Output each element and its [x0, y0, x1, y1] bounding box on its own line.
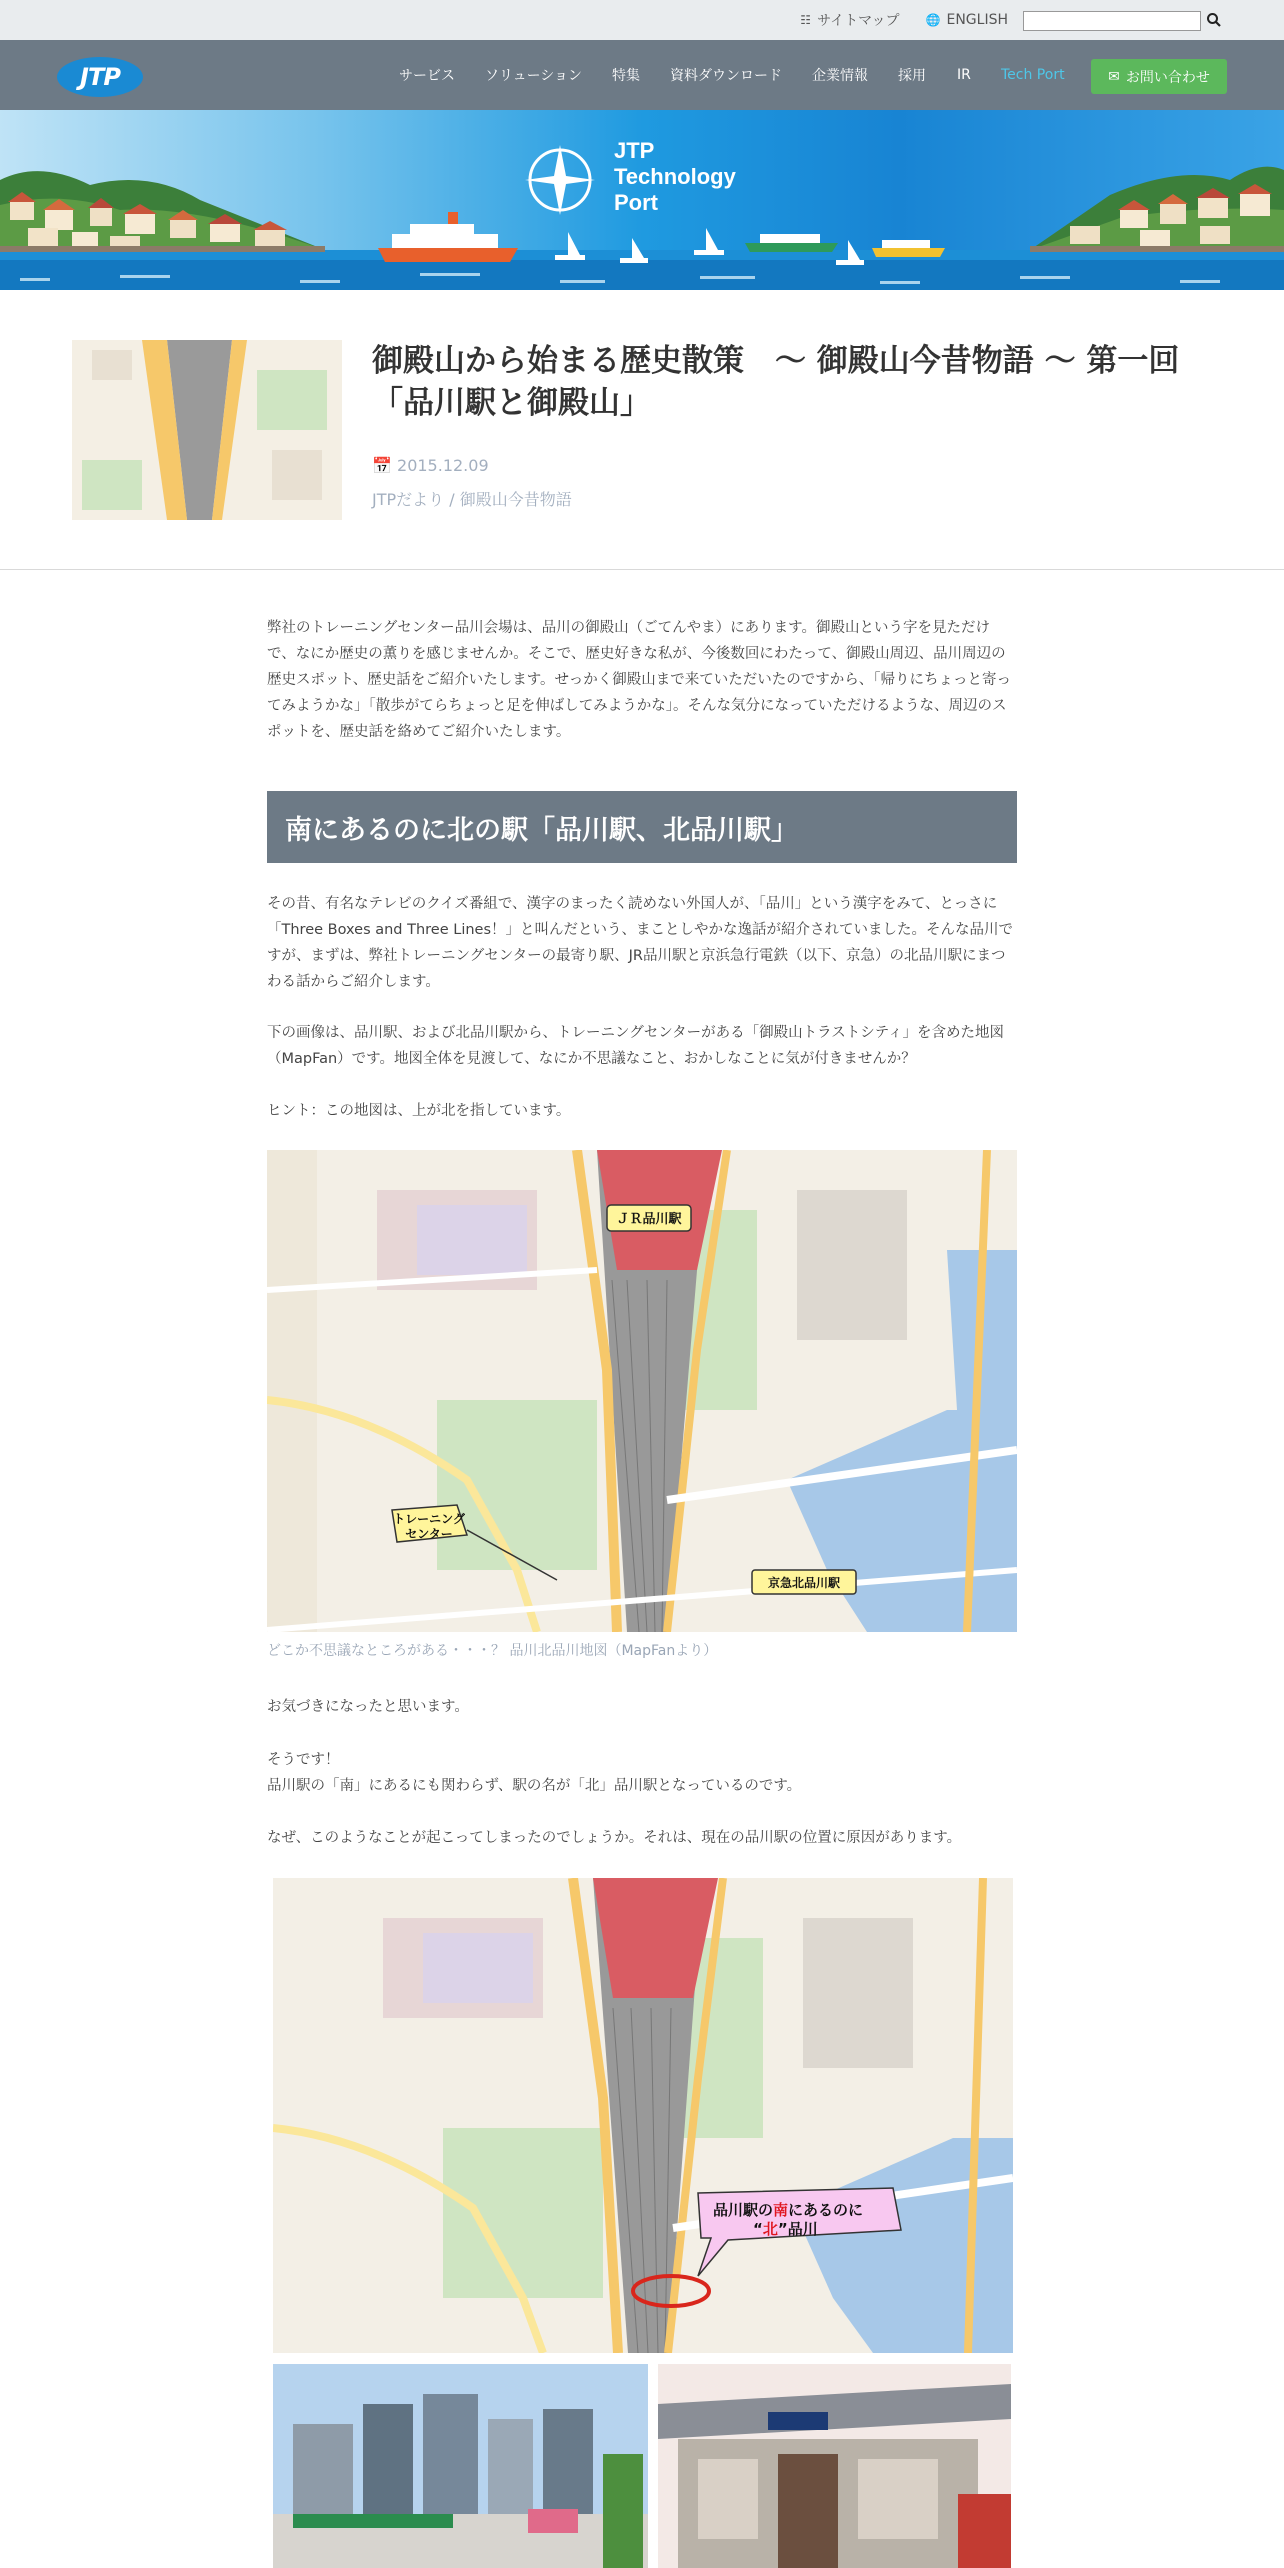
- sitemap-icon: ☷: [800, 13, 812, 27]
- banner-title-line2: Technology: [614, 164, 736, 189]
- nav-item-ir[interactable]: IR: [957, 67, 971, 83]
- svg-text:品川駅の南にあるのに: 品川駅の南にあるのに: [713, 2201, 864, 2219]
- svg-text:“北”品川: “北”品川: [753, 2220, 818, 2238]
- shinagawa-map-annotated: [273, 1878, 1013, 2353]
- hint-paragraph: ヒント：この地図は、上が北を指しています。: [267, 1103, 571, 1119]
- post-date: 📅 2015.12.09: [372, 456, 489, 475]
- map-caption: どこか不思議なところがある・・・？ 品川北品川地図（MapFanより）: [267, 1643, 718, 1659]
- paragraph-2: 下の画像は、品川駅、および北品川駅から、トレーニングセンターがある「御殿山トラストシティ」を含めた地図（MapFan）です。地図全体を見渡して、なにか不思議なこと、おかしなことに気が付きませんか？: [267, 1025, 1005, 1067]
- paragraph-4b: 品川駅の「南」にあるにも関わらず、駅の名が「北」品川駅となっているのです。: [267, 1778, 802, 1794]
- harbor-illustration: [0, 110, 1284, 290]
- nav-item-download[interactable]: 資料ダウンロード: [670, 68, 782, 84]
- banner-title-line3: Port: [614, 190, 658, 215]
- nav-item-service[interactable]: サービス: [399, 68, 455, 84]
- kitashinagawa-station-photo: [658, 2364, 1011, 2568]
- shinagawa-map: [267, 1150, 1017, 1632]
- tech-port-banner: [0, 110, 1284, 290]
- jtp-logo[interactable]: JTP: [57, 57, 143, 97]
- utility-links: [800, 10, 1008, 30]
- sitemap-link[interactable]: ☷ サイトマップ: [800, 13, 900, 29]
- post-thumbnail[interactable]: [72, 340, 342, 520]
- envelope-icon: ✉: [1108, 68, 1120, 85]
- search-icon[interactable]: [1206, 12, 1222, 28]
- globe-icon: 🌐: [925, 13, 941, 27]
- paragraph-4a: そうです！: [267, 1752, 340, 1768]
- contact-button[interactable]: ✉ お問い合わせ: [1091, 59, 1227, 94]
- intro-paragraph: 弊社のトレーニングセンター品川会場は、品川の御殿山（ごてんやま）にあります。御殿山という字を見ただけで、なにか歴史の薫りを感じませんか。そこで、歴史好きな私が、今後数回にわたって、御殿山周辺、品川周辺の歴史スポット、歴史話をご紹介いたします。せっかく御殿山まで来ていただいたのですから、「帰りにちょっと寄ってみようかな」「散歩がてらちょっと足を伸ばしてみようかな」。そんな気分になっていただけるような、周辺のスポットを、歴史話を絡めてご紹介いたします。: [267, 620, 1011, 740]
- training-center-label-1: トレーニング: [393, 1512, 465, 1526]
- english-link[interactable]: 🌐 ENGLISH: [925, 12, 1008, 28]
- nav-item-solution[interactable]: ソリューション: [485, 68, 583, 84]
- calendar-icon: 📅: [372, 456, 392, 475]
- paragraph-1: その昔、有名なテレビのクイズ番組で、漢字のまったく読めない外国人が、「品川」という漢字をみて、とっさに「Three Boxes and Three Lines！」と叫んだという、まことしやかな逸話が紹介されていました。そんな品川ですが、まずは、弊社トレーニングセンターの最寄り駅、JR品川駅と京浜急行電鉄（以下、京急）の北品川駅にまつわる話からご紹介します。: [267, 896, 1014, 990]
- nav-item-recruit[interactable]: 採用: [898, 68, 926, 84]
- nav-item-feature[interactable]: 特集: [612, 68, 640, 84]
- divider: [0, 569, 1284, 570]
- keikyu-station-label: 京急北品川駅: [767, 1576, 841, 1590]
- utility-bar: [0, 0, 1284, 40]
- post-categories[interactable]: JTPだより / 御殿山今昔物語: [372, 490, 572, 509]
- nav-item-techport[interactable]: Tech Port: [1001, 67, 1065, 83]
- jr-station-label: ＪＲ品川駅: [616, 1212, 682, 1227]
- search-input[interactable]: [1023, 11, 1201, 31]
- training-center-label-2: センター: [405, 1527, 453, 1541]
- shinagawa-station-photo: [273, 2364, 648, 2568]
- nav-item-company[interactable]: 企業情報: [812, 68, 868, 84]
- paragraph-5: なぜ、このようなことが起こってしまったのでしょうか。それは、現在の品川駅の位置に原因があります。: [267, 1830, 962, 1846]
- paragraph-3: お気づきになったと思います。: [267, 1699, 469, 1715]
- page-title: 御殿山から始まる歴史散策 ～ 御殿山今昔物語 ～ 第一回「品川駅と御殿山」: [372, 343, 1180, 421]
- banner-title-line1: JTP: [614, 138, 655, 163]
- section-heading: 南にあるのに北の駅「品川駅、北品川駅」: [267, 791, 1017, 863]
